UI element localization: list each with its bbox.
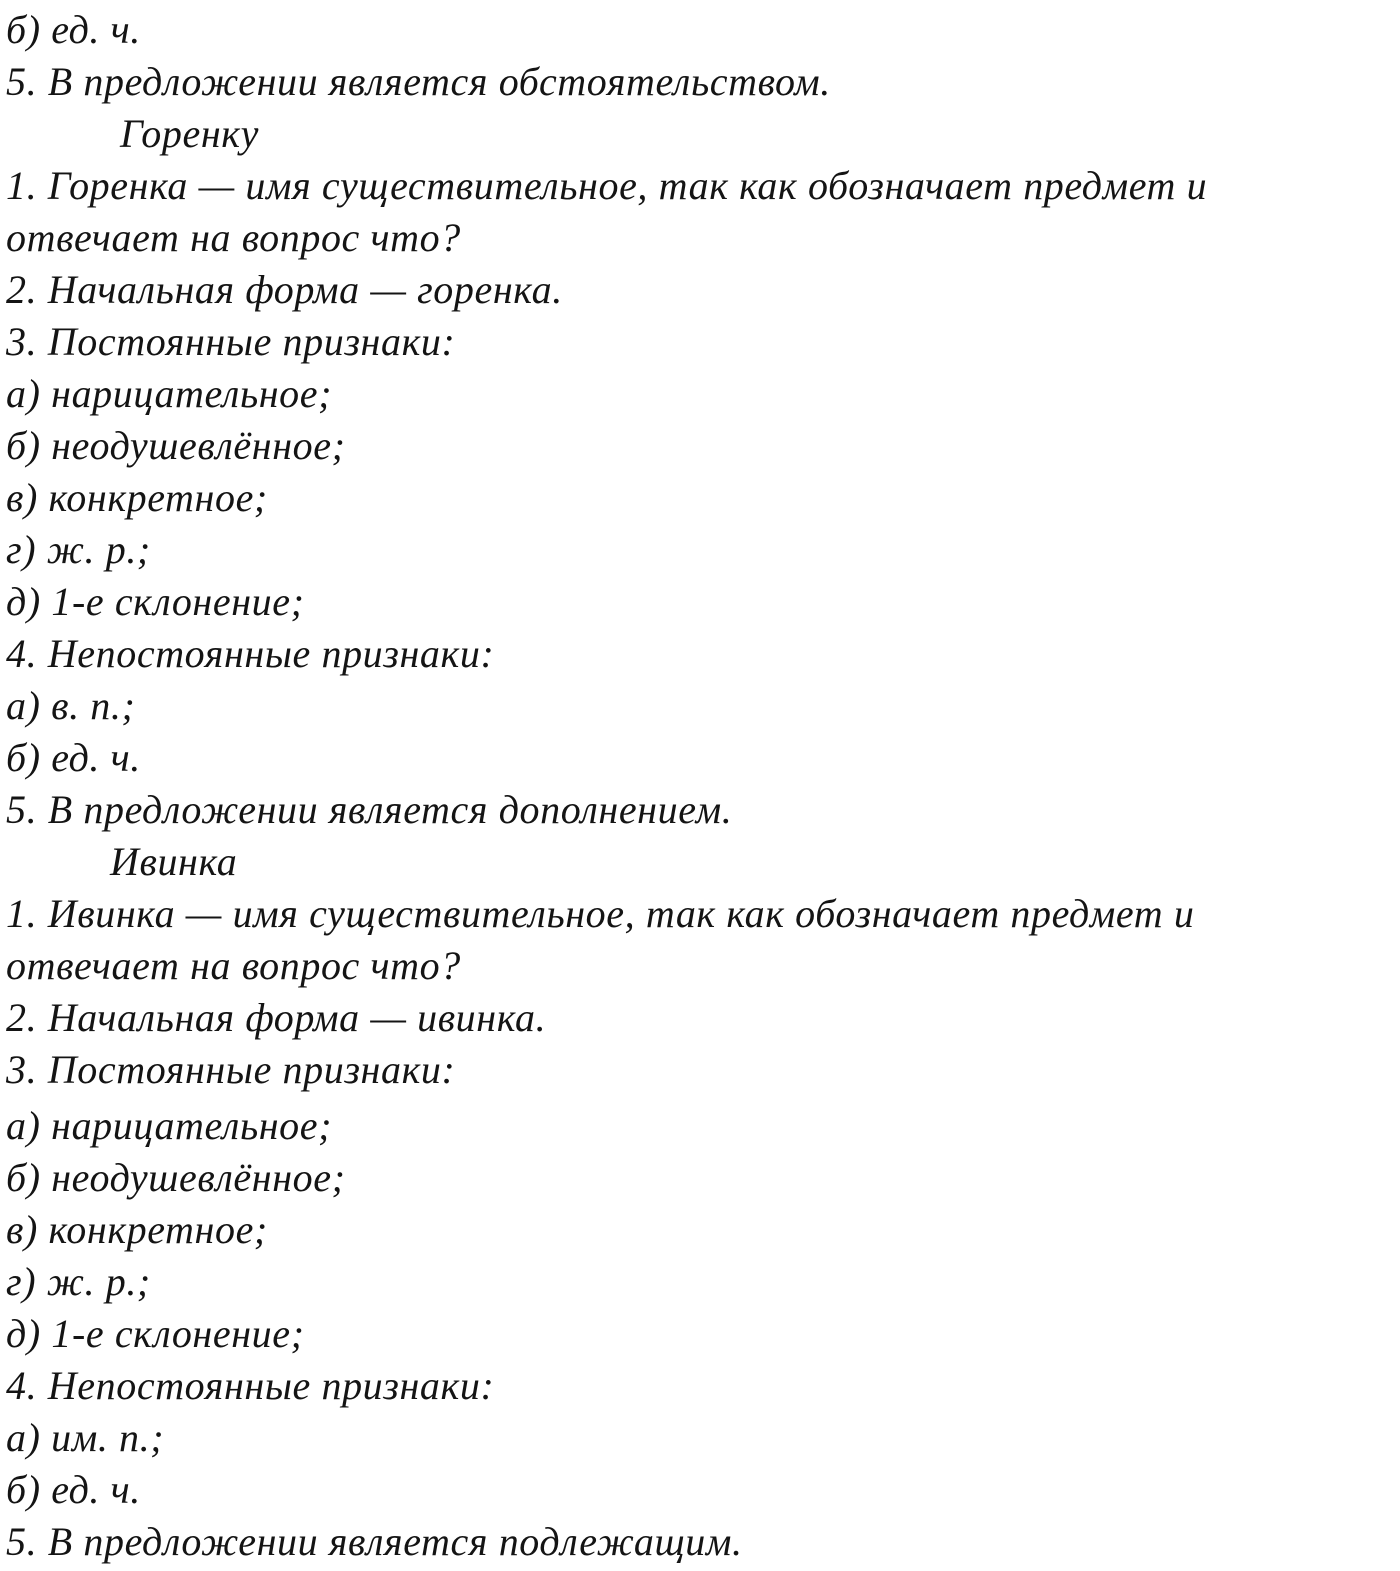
text-line: 2. Начальная форма — ивинка. <box>6 995 547 1040</box>
text-line: б) неодушевлённое; <box>6 423 346 468</box>
text-line: 2. Начальная форма — горенка. <box>6 267 563 312</box>
text-line: б) ед. ч. <box>6 1467 141 1512</box>
text-line: г) ж. р.; <box>6 527 151 572</box>
text-line: б) ед. ч. <box>6 735 141 780</box>
text-line: 5. В предложении является подлежащим. <box>6 1519 743 1564</box>
text-line: д) 1-е склонение; <box>6 579 305 624</box>
text-line: отвечает на вопрос что? <box>6 215 461 260</box>
text-line: в) конкретное; <box>6 475 268 520</box>
text-line: а) нарицательное; <box>6 1103 333 1148</box>
text-line: а) им. п.; <box>6 1415 165 1460</box>
text-line: д) 1-е склонение; <box>6 1311 305 1356</box>
text-line: 3. Постоянные признаки: <box>6 319 456 364</box>
text-line: а) нарицательное; <box>6 371 333 416</box>
text-line: в) конкретное; <box>6 1207 268 1252</box>
section-heading-gorenku: Горенку <box>120 111 259 156</box>
text-line: 4. Непостоянные признаки: <box>6 1363 495 1408</box>
text-line: 1. Горенка — имя существительное, так как обозначает предмет и <box>6 163 1208 208</box>
text-line: 3. Постоянные признаки: <box>6 1047 456 1092</box>
text-line: 4. Непостоянные признаки: <box>6 631 495 676</box>
section-heading-ivinka: Ивинка <box>110 839 238 884</box>
text-line: б) ед. ч. <box>6 7 141 52</box>
text-line: 5. В предложении является дополнением. <box>6 787 733 832</box>
text-line: отвечает на вопрос что? <box>6 943 461 988</box>
text-line: г) ж. р.; <box>6 1259 151 1304</box>
text-line: 5. В предложении является обстоятельством. <box>6 59 831 104</box>
text-line: б) неодушевлённое; <box>6 1155 346 1200</box>
text-line: а) в. п.; <box>6 683 136 728</box>
document-page <box>6 0 1396 1571</box>
text-line: 1. Ивинка — имя существительное, так как обозначает предмет и <box>6 891 1195 936</box>
